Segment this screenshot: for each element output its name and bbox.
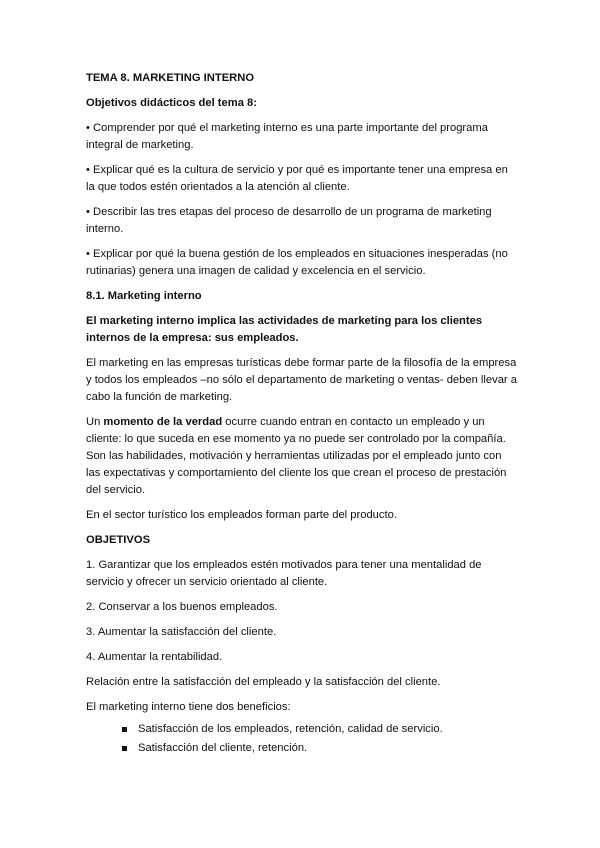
relation-paragraph: Relación entre la satisfacción del empleado y la satisfacción del cliente. bbox=[86, 676, 441, 688]
moment-of-truth-term: momento de la verdad bbox=[103, 416, 223, 428]
paragraph-employees-product: En el sector turístico los empleados forman parte del producto. bbox=[86, 509, 397, 521]
goals-heading: OBJETIVOS bbox=[86, 534, 151, 546]
document-body bbox=[86, 70, 518, 759]
benefit-item bbox=[122, 721, 518, 738]
objective-item: • Explicar por qué la buena gestión de los empleados en situaciones inesperadas (no rutinarias) genera una imagen de calidad y excelencia en el servicio. bbox=[86, 248, 508, 277]
goal-item: 4. Aumentar la rentabilidad. bbox=[86, 651, 223, 663]
section-heading: 8.1. Marketing interno bbox=[86, 290, 202, 302]
paragraph-moment-of-truth bbox=[86, 414, 518, 499]
moment-prefix: Un bbox=[86, 416, 104, 428]
paragraph-philosophy: El marketing en las empresas turísticas debe formar parte de la filosofía de la empresa y todos los empleados –no sólo el departamento de marketing o ventas- deben llevar a cabo la función de marketing. bbox=[86, 357, 517, 403]
objectives-heading: Objetivos didácticos del tema 8: bbox=[86, 97, 257, 109]
objective-item: • Describir las tres etapas del proceso de desarrollo de un programa de marketing interno. bbox=[86, 206, 492, 235]
benefit-text: Satisfacción del cliente, retención. bbox=[138, 742, 308, 754]
goal-item: 3. Aumentar la satisfacción del cliente. bbox=[86, 626, 277, 638]
goal-item: 2. Conservar a los buenos empleados. bbox=[86, 601, 278, 613]
moment-text: ocurre cuando entran en contacto un empleado y un cliente: lo que suceda en ese momento ya no puede ser controlado por la compañía. Son las habilidades, motivación y herramientas utilizadas por el empleado junto con las expectativas y comportamiento del cliente los que crean el proceso de prestación del servicio. bbox=[86, 416, 507, 496]
square-bullet-icon bbox=[122, 727, 127, 732]
benefit-item bbox=[122, 740, 518, 757]
definition-paragraph: El marketing interno implica las actividades de marketing para los clientes internos de la empresa: sus empleados. bbox=[86, 315, 483, 344]
benefits-list bbox=[86, 721, 518, 757]
benefits-intro: El marketing interno tiene dos beneficios: bbox=[86, 701, 291, 713]
document-title: TEMA 8. MARKETING INTERNO bbox=[86, 72, 255, 84]
benefit-text: Satisfacción de los empleados, retención, calidad de servicio. bbox=[138, 723, 443, 735]
objective-item: • Comprender por qué el marketing interno es una parte importante del programa integral de marketing. bbox=[86, 122, 488, 151]
square-bullet-icon bbox=[122, 746, 127, 751]
goal-item: 1. Garantizar que los empleados estén motivados para tener una mentalidad de servicio y ofrecer un servicio orientado al cliente. bbox=[86, 559, 482, 588]
objective-item: • Explicar qué es la cultura de servicio y por qué es importante tener una empresa en la que todos estén orientados a la atención al cliente. bbox=[86, 164, 508, 193]
